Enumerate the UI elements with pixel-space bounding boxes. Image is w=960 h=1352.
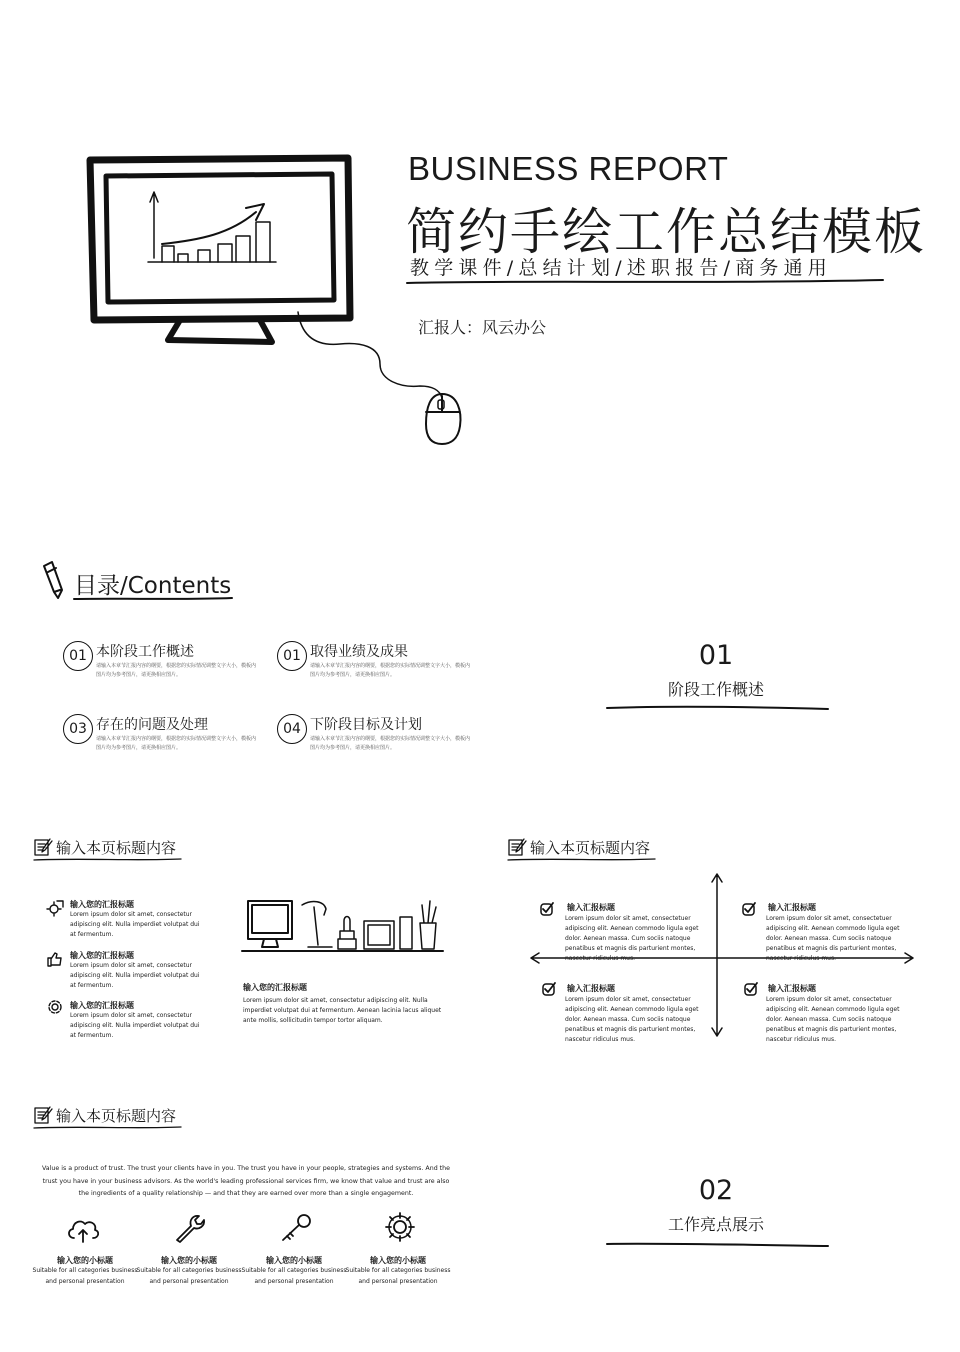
feature-title: 输入您的汇报标题 (243, 983, 307, 992)
checkbox-icon (539, 901, 555, 917)
section-title: 工作亮点展示 (667, 1215, 764, 1234)
item-text: Lorem ipsum dolor sit amet, consectetuer adipiscing elit. Aenean commodo ligula eget dolor. Aenean massa. Cum sociis natoque penatibus et magnis dis parturient montes, nascetur ridiculus mus. (766, 996, 900, 1043)
toc-number: 01 (63, 641, 93, 671)
small-title: 输入您的小标题 (370, 1256, 426, 1265)
small-title: 输入您的小标题 (266, 1256, 322, 1265)
pencil-icon (38, 560, 68, 600)
cover-tags: 教学课件/总结计划/述职报告/商务通用 (410, 257, 833, 279)
item-text: Lorem ipsum dolor sit amet, consectetuer adipiscing elit. Aenean commodo ligula eget dolor. Aenean massa. Cum sociis natoque penatibus et magnis dis parturient montes, nascetur ridiculus mus. (565, 915, 699, 962)
item-text: Lorem ipsum dolor sit amet, consectetuer adipiscing elit. Aenean commodo ligula eget dolor. Aenean massa. Cum sociis natoque penatibus et magnis dis parturient montes, nascetur ridiculus mus. (565, 996, 699, 1043)
desk-illustration (240, 895, 445, 955)
section-underline (605, 1240, 830, 1248)
item-title: 输入汇报标题 (768, 903, 816, 912)
toc-desc: 请输入本章节汇报内容的纲要，根据您的实际情况调整文字大小，模板内图片均为参考图片，请更换相应图片。 (310, 663, 471, 678)
section-number: 02 (698, 1175, 734, 1206)
item-text: Lorem ipsum dolor sit amet, consectetuer adipiscing elit. Aenean commodo ligula eget dolor. Aenean massa. Cum sociis natoque penatibus et magnis dis parturient montes, nascetur ridiculus mus. (766, 915, 900, 962)
section-title: 阶段工作概述 (667, 680, 764, 699)
cover-underline (405, 278, 885, 286)
notepad-icon (33, 837, 53, 857)
checkbox-icon (741, 901, 757, 917)
toc-desc: 请输入本章节汇报内容的纲要，根据您的实际情况调整文字大小，模板内图片均为参考图片，请更换相应图片。 (310, 736, 471, 751)
toc-label: 取得业绩及成果 (310, 644, 408, 660)
wrench-icon (171, 1212, 207, 1244)
heading-underline (507, 857, 657, 862)
toc-desc: 请输入本章节汇报内容的纲要，根据您的实际情况调整文字大小，模板内图片均为参考图片，请更换相应图片。 (96, 736, 257, 751)
toc-number: 04 (277, 714, 307, 744)
toc-label: 下阶段目标及计划 (310, 717, 422, 733)
gear-icon (46, 998, 64, 1016)
notepad-icon (33, 1105, 53, 1125)
item-title: 输入您的汇报标题 (70, 900, 134, 909)
item-title: 输入您的汇报标题 (70, 1001, 134, 1010)
toc-desc: 请输入本章节汇报内容的纲要，根据您的实际情况调整文字大小，模板内图片均为参考图片，请更换相应图片。 (96, 663, 257, 678)
slide-heading: 输入本页标题内容 (56, 839, 177, 857)
item-title: 输入汇报标题 (768, 984, 816, 993)
toc-title: 目录/Contents (74, 573, 232, 599)
heading-underline (33, 857, 183, 862)
item-text: Lorem ipsum dolor sit amet, consectetur adipiscing elit. Nulla imperdiet volutpat dui at fermentum. (70, 911, 200, 938)
item-title: 输入汇报标题 (567, 984, 615, 993)
toc-number: 01 (277, 641, 307, 671)
feature-text: Lorem ipsum dolor sit amet, consectetur adipiscing elit. Nulla imperdiet volutpat dui at fermentum. Aenean lacinia lacus aliquet ante mollis, sollicitudin tempor tortor aliquam. (243, 997, 442, 1024)
item-text: Lorem ipsum dolor sit amet, consectetur adipiscing elit. Nulla imperdiet volutpat dui at fermentum. (70, 962, 200, 989)
intro-text: Value is a product of trust. The trust your clients have in you. The trust you have in your people, strategies and systems. And the trust you have in your business advisors. As the world's leading professional services firm, we know that value and trust are also the ingredients of a quality relationship — and that they are earned over more than a single engagement. (41, 1165, 451, 1197)
notepad-icon (507, 837, 527, 857)
cover-reporter: 汇报人：风云办公 (418, 318, 547, 337)
small-title: 输入您的小标题 (57, 1256, 113, 1265)
small-text: Suitable for all categories business and personal presentation (345, 1267, 451, 1285)
toc-label: 本阶段工作概述 (96, 644, 194, 660)
gear-arrow-icon (46, 899, 64, 917)
item-text: Lorem ipsum dolor sit amet, consectetur adipiscing elit. Nulla imperdiet volutpat dui at fermentum. (70, 1012, 200, 1039)
toc-label: 存在的问题及处理 (96, 717, 208, 733)
slide-heading: 输入本页标题内容 (56, 1107, 177, 1125)
toc-title-underline (72, 596, 234, 602)
section-underline (605, 703, 830, 711)
gear-icon (382, 1210, 418, 1244)
checkbox-icon (541, 981, 557, 997)
key-icon (278, 1212, 314, 1244)
cloud-upload-icon (65, 1214, 101, 1244)
cover-title-cn: 简约手绘工作总结模板 (406, 203, 926, 261)
checkbox-icon (743, 981, 759, 997)
section-number: 01 (698, 640, 734, 671)
small-title: 输入您的小标题 (161, 1256, 217, 1265)
item-title: 输入您的汇报标题 (70, 951, 134, 960)
cover-title-en: BUSINESS REPORT (408, 150, 729, 187)
slide-heading: 输入本页标题内容 (530, 839, 651, 857)
item-title: 输入汇报标题 (567, 903, 615, 912)
heading-underline (33, 1125, 183, 1130)
thumbs-up-icon (46, 950, 64, 968)
small-text: Suitable for all categories business and personal presentation (241, 1267, 347, 1285)
toc-number: 03 (63, 714, 93, 744)
small-text: Suitable for all categories business and personal presentation (136, 1267, 242, 1285)
small-text: Suitable for all categories business and personal presentation (32, 1267, 138, 1285)
